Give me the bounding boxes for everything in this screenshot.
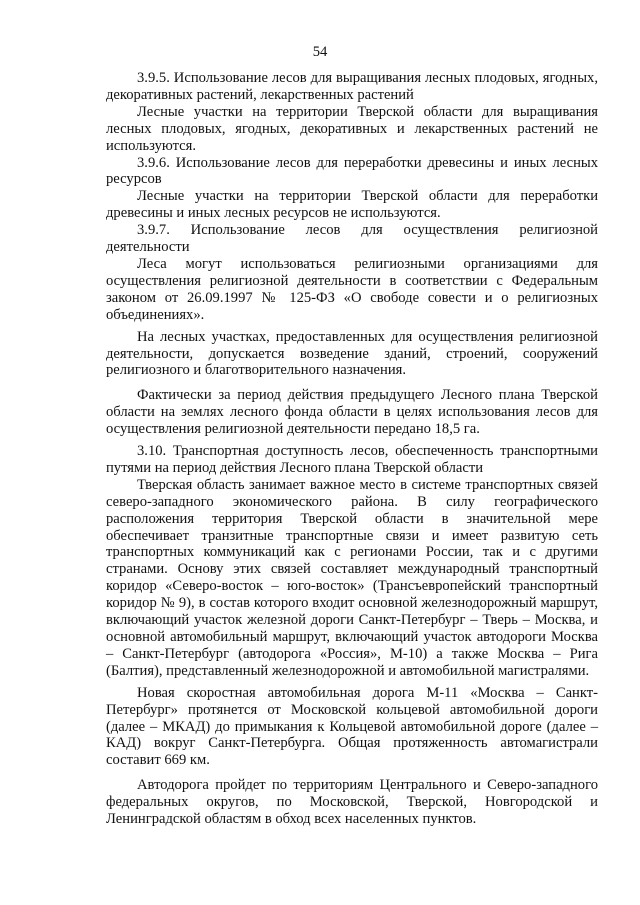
paragraph: Леса могут использоваться религиозными организациями для осуществления религиозной деятельности в соответствии с Федеральным законом от 26.09.1997 № 125-ФЗ «О свободе совести и о религиозных объединениях». bbox=[106, 255, 598, 323]
paragraph: Новая скоростная автомобильная дорога М-11 «Москва – Санкт-Петербург» протянется от Московской кольцевой автомобильной дороги (далее – МКАД) до примыкания к Кольцевой автомобильной дороге (далее – КАД) вокруг Санкт-Петербурга. Общая протяженность автомагистрали составит 669 км. bbox=[106, 684, 598, 769]
document-body bbox=[106, 70, 598, 828]
heading-3-10: 3.10. Транспортная доступность лесов, обеспеченность транспортными путями на период действия Лесного плана Тверской области bbox=[106, 443, 598, 476]
heading-3-9-6: 3.9.6. Использование лесов для переработки древесины и иных лесных ресурсов bbox=[106, 154, 598, 188]
paragraph: Лесные участки на территории Тверской области для выращивания лесных плодовых, ягодных, декоративных и лекарственных растений не используются. bbox=[106, 103, 598, 154]
paragraph: Автодорога пройдет по территориям Центрального и Северо-западного федеральных округов, по Московской, Тверской, Новгородской и Ленинградской областям в обход всех населенных пунктов. bbox=[106, 777, 598, 828]
heading-3-9-5: 3.9.5. Использование лесов для выращивания лесных плодовых, ягодных, декоративных растений, лекарственных растений bbox=[106, 70, 598, 103]
paragraph: Фактически за период действия предыдущего Лесного плана Тверской области на землях лесного фонда области в целях использования лесов для осуществления религиозной деятельности передано 18,5 га. bbox=[106, 387, 598, 438]
page-number: 54 bbox=[312, 44, 328, 60]
heading-3-9-7: 3.9.7. Использование лесов для осуществления религиозной деятельности bbox=[106, 222, 598, 256]
paragraph: Лесные участки на территории Тверской области для переработки древесины и иных лесных ресурсов не используются. bbox=[106, 188, 598, 222]
paragraph: Тверская область занимает важное место в системе транспортных связей северо-западного экономического района. В силу географического расположения территория Тверской области в значительной мере обеспечивает транзитные транспортные связи и имеет развитую сеть транспортных коммуникаций как с регионами России, так и с другими странами. Основу этих связей составляет международный транспортный коридор «Северо-восток – юго-восток» (Трансъевропейский транспортный коридор № 9), в состав которого входит основной железнодорожный маршрут, включающий участок железной дороги Санкт-Петербург – Тверь – Москва, и основной автомобильный маршрут, включающий участок автодороги Москва – Санкт-Петербург (автодорога «Россия», М-10) а также Москва – Рига (Балтия), представленный железнодорожной и автомобильной магистралями. bbox=[106, 476, 598, 679]
paragraph: На лесных участках, предоставленных для осуществления религиозной деятельности, допускается возведение зданий, строений, сооружений религиозного и благотворительного назначения. bbox=[106, 328, 598, 379]
